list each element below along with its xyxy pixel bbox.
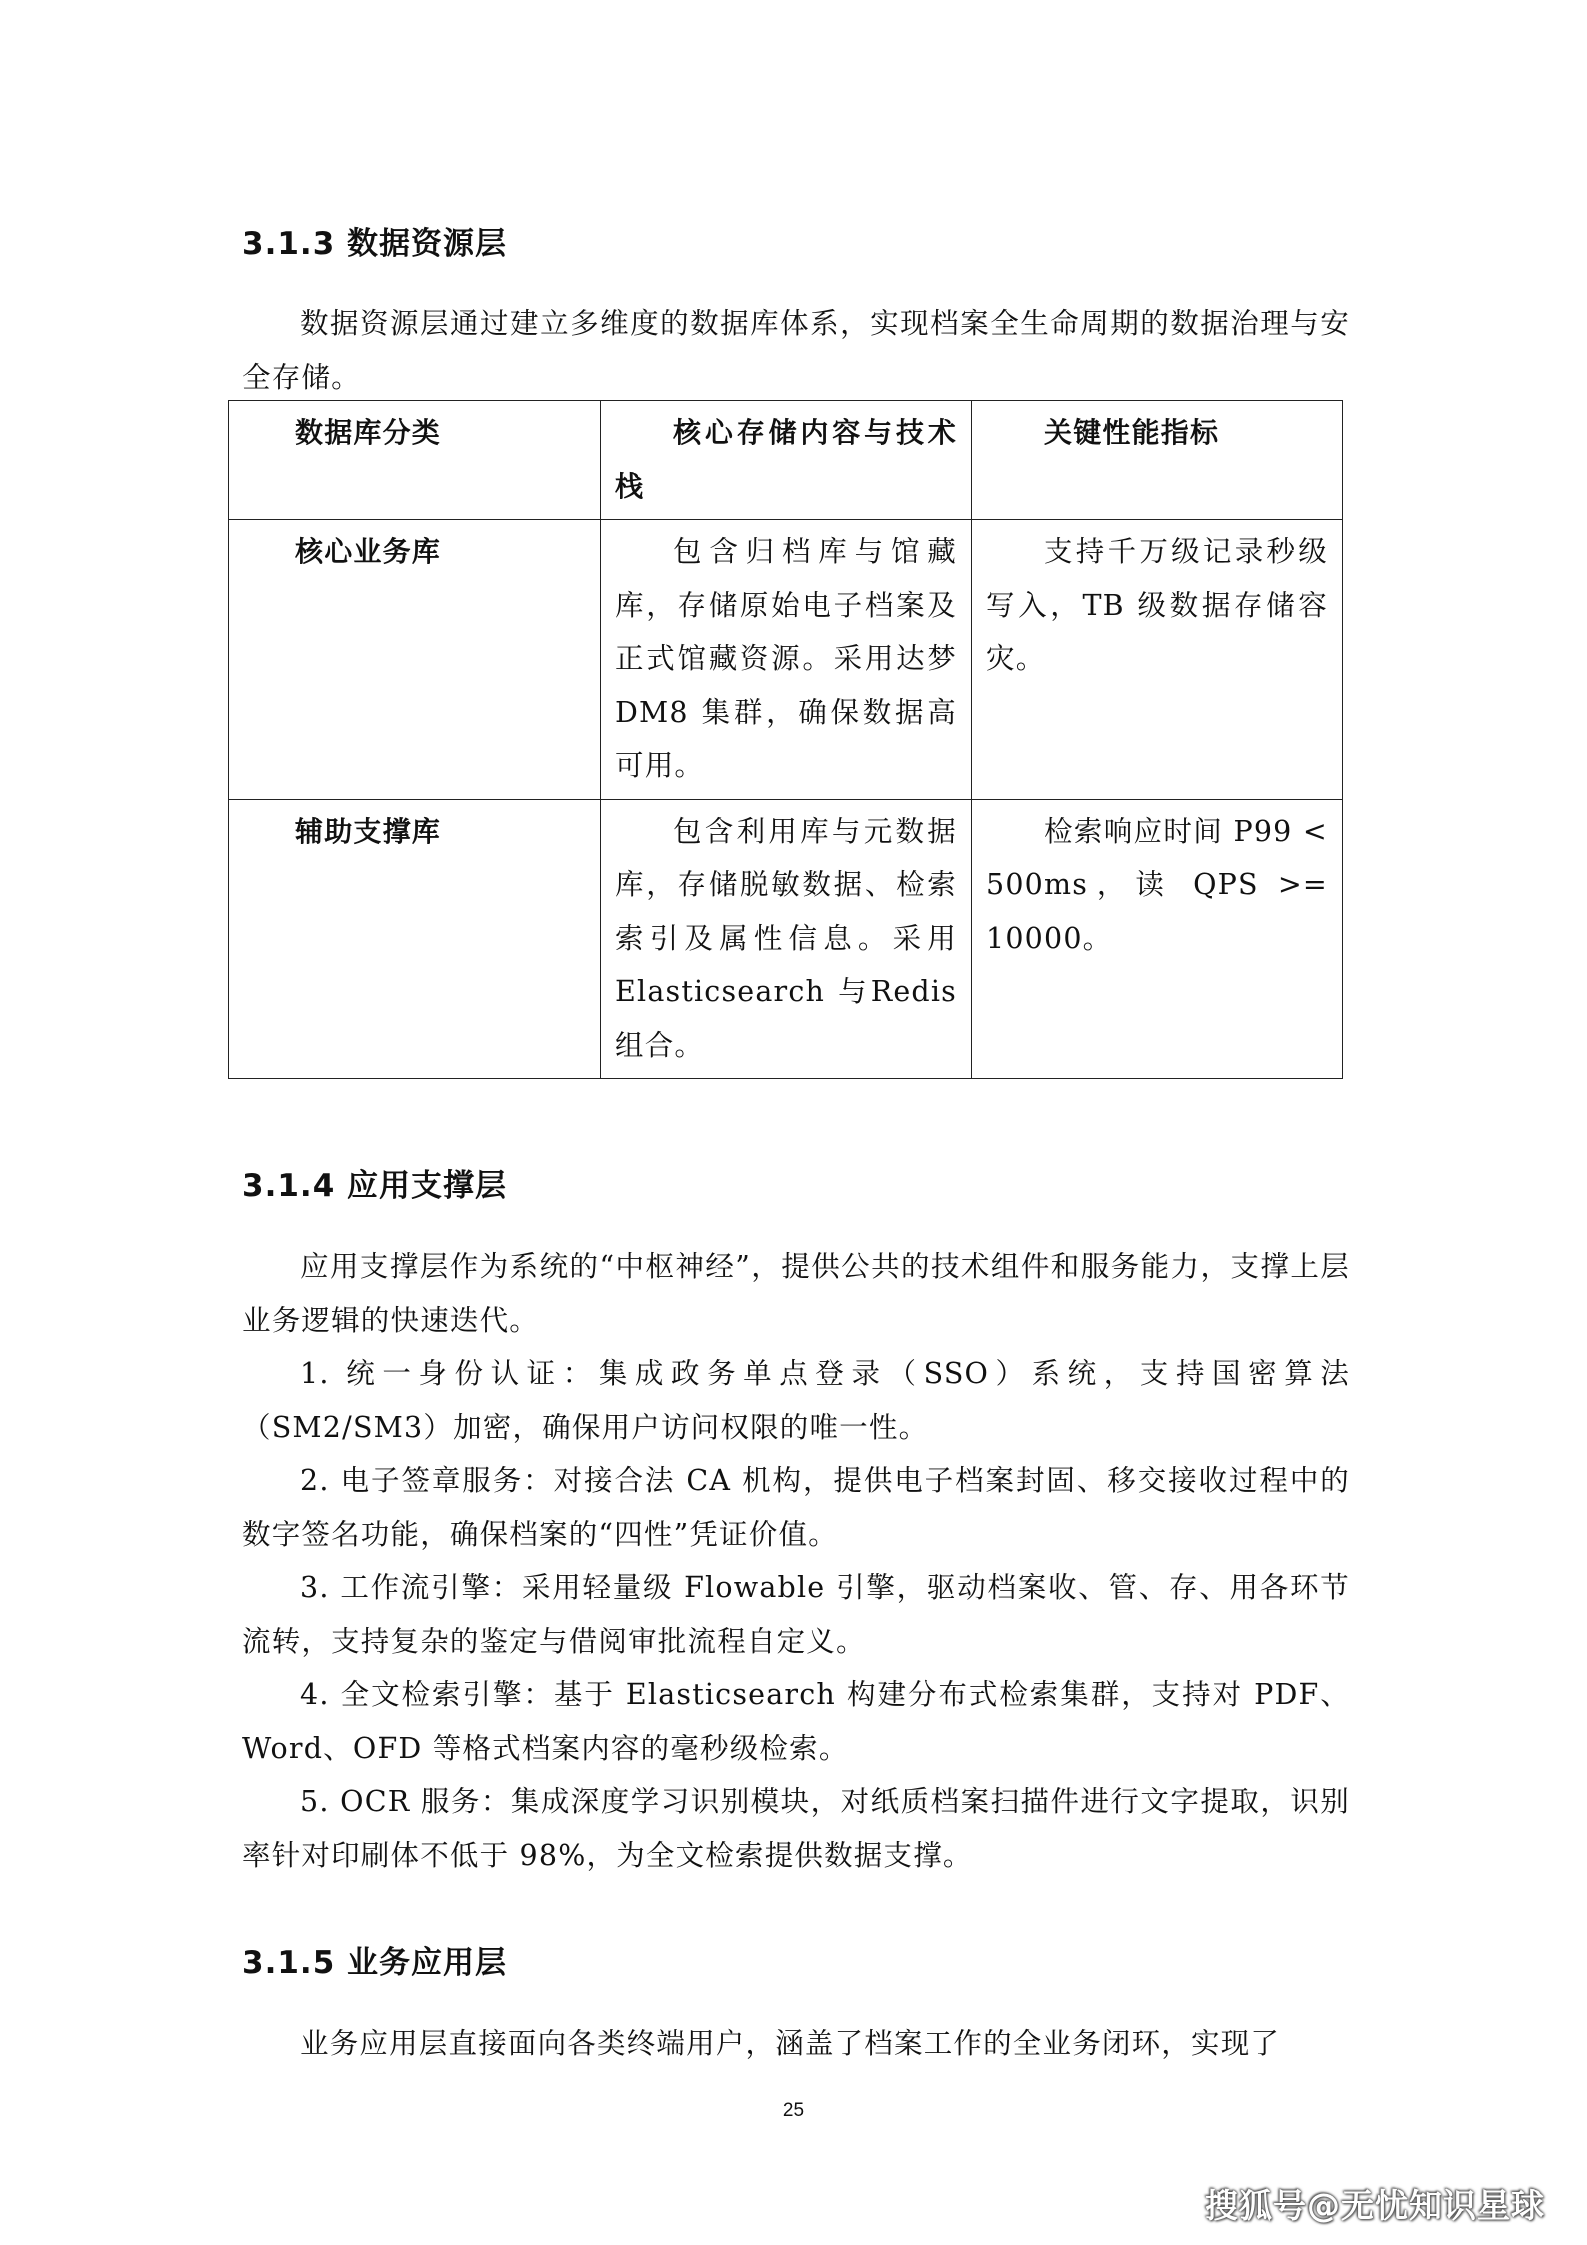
database-table — [228, 400, 1343, 1079]
watermark: 搜狐号@无忧知识星球 — [1205, 2186, 1545, 2225]
row-metric: 支持千万级记录秒级写入，TB 级数据存储容灾。 — [972, 520, 1343, 800]
section-3-1-4-intro: 应用支撑层作为系统的“中枢神经”，提供公共的技术组件和服务能力，支撑上层业务逻辑的快速迭代。 — [242, 1250, 1350, 1337]
list-item: 3. 工作流引擎：采用轻量级 Flowable 引擎，驱动档案收、管、存、用各环节流转，支持复杂的鉴定与借阅审批流程自定义。 — [242, 1571, 1350, 1658]
section-3-1-3-intro: 数据资源层通过建立多维度的数据库体系，实现档案全生命周期的数据治理与安全存储。 — [242, 307, 1350, 394]
list-item: 5. OCR 服务：集成深度学习识别模块，对纸质档案扫描件进行文字提取，识别率针对印刷体不低于 98%，为全文检索提供数据支撑。 — [242, 1785, 1350, 1872]
row-content: 包含归档库与馆藏库，存储原始电子档案及正式馆藏资源。采用达梦DM8 集群，确保数据高可用。 — [601, 520, 972, 800]
table-row — [229, 520, 1343, 800]
list-item: 2. 电子签章服务：对接合法 CA 机构，提供电子档案封固、移交接收过程中的数字签名功能，确保档案的“四性”凭证价值。 — [242, 1464, 1350, 1551]
table-header-category: 数据库分类 — [229, 401, 601, 520]
section-3-1-3-heading: 3.1.3 数据资源层 — [242, 226, 508, 262]
table-header-content: 核心存储内容与技术栈 — [601, 401, 972, 520]
section-3-1-5-intro: 业务应用层直接面向各类终端用户，涵盖了档案工作的全业务闭环，实现了 — [300, 2027, 1281, 2060]
row-content: 包含利用库与元数据库，存储脱敏数据、检索索引及属性信息。采用Elasticsearch 与Redis 组合。 — [601, 799, 972, 1079]
list-item: 1. 统一身份认证：集成政务单点登录（SSO）系统，支持国密算法（SM2/SM3）加密，确保用户访问权限的唯一性。 — [242, 1357, 1350, 1444]
row-category: 核心业务库 — [229, 520, 601, 800]
section-3-1-4-heading: 3.1.4 应用支撑层 — [242, 1168, 508, 1204]
table-header-metric: 关键性能指标 — [972, 401, 1343, 520]
table-header-row — [229, 401, 1343, 520]
list-item: 4. 全文检索引擎：基于 Elasticsearch 构建分布式检索集群，支持对 PDF、Word、OFD 等格式档案内容的毫秒级检索。 — [242, 1678, 1350, 1765]
table-row — [229, 799, 1343, 1079]
row-category: 辅助支撑库 — [229, 799, 601, 1079]
row-metric: 检索响应时间 P99 < 500ms，读 QPS >= 10000。 — [972, 799, 1343, 1079]
page-number: 25 — [782, 2100, 805, 2121]
section-3-1-5-heading: 3.1.5 业务应用层 — [242, 1945, 508, 1981]
